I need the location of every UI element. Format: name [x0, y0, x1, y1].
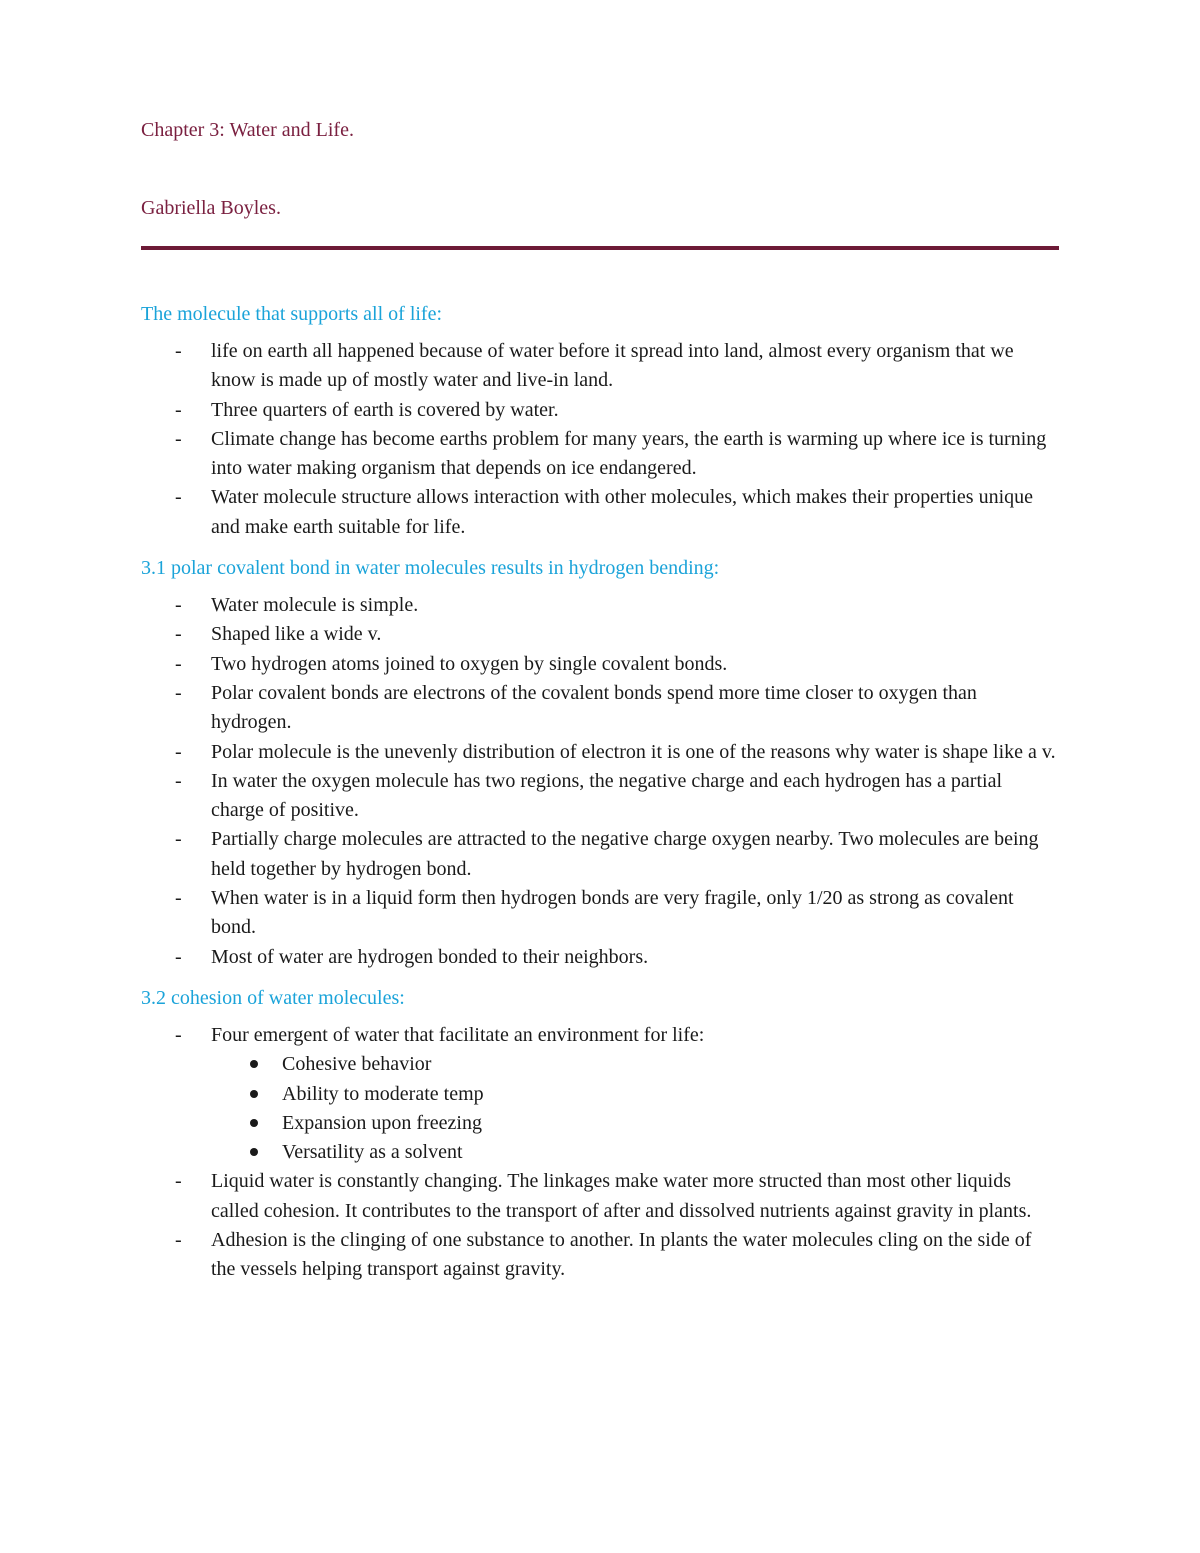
list-item-text: Four emergent of water that facilitate an environment for life: — [211, 1023, 705, 1046]
bullet-dot-icon — [250, 1148, 258, 1156]
list-item-text: Shaped like a wide v. — [211, 623, 382, 646]
list-item-text: Polar molecule is the unevenly distribution of electron it is one of the reasons why water is shape like a v. — [211, 740, 1056, 763]
sub-list-item — [211, 1080, 1059, 1109]
list-item-text: Polar covalent bonds are electrons of the covalent bonds spend more time closer to oxygen than hydrogen. — [211, 681, 977, 734]
list-item — [141, 650, 1059, 679]
dash-bullet: - — [175, 340, 182, 362]
list-item-text: Liquid water is constantly changing. The linkages make water more structed than most other liquids called cohesion. It contributes to the transport of after and dissolved nutrients against gravity in plants. — [211, 1170, 1032, 1222]
list-item — [141, 591, 1059, 620]
list-item-text: Most of water are hydrogen bonded to their neighbors. — [211, 945, 649, 968]
list-item-text: Climate change has become earths problem for many years, the earth is warming up where ice is turning into water making organism that depends on ice endangered. — [211, 427, 1047, 480]
list-item-text: Water molecule structure allows interaction with other molecules, which makes their properties unique and make earth suitable for life. — [211, 486, 1034, 538]
sub-list-item-text: Versatility as a solvent — [282, 1141, 463, 1164]
dash-bullet: - — [175, 945, 182, 968]
bullet-dot-icon — [250, 1090, 258, 1098]
dash-bullet: - — [175, 623, 182, 646]
list-item — [141, 1226, 1059, 1285]
sub-list-item — [211, 1109, 1059, 1138]
document-author: Gabriella Boyles. — [141, 197, 281, 219]
list-item — [141, 425, 1059, 484]
list-item-text: In water the oxygen molecule has two regions, the negative charge and each hydrogen has a partial charge of positive. — [211, 769, 1002, 822]
list-item — [141, 738, 1059, 767]
dash-bullet: - — [175, 398, 182, 421]
dash-bullet: - — [175, 652, 182, 675]
list-item-text: Water molecule is simple. — [211, 594, 419, 617]
dash-bullet: - — [175, 1170, 182, 1193]
list-item — [141, 679, 1059, 738]
dash-bullet: - — [175, 486, 182, 509]
list-item — [141, 1167, 1059, 1226]
section-heading: The molecule that supports all of life: — [141, 303, 443, 325]
dash-bullet: - — [175, 828, 182, 851]
list-item-text: life on earth all happened because of water before it spread into land, almost every organism that we know is made up of mostly water and live-in land. — [211, 340, 1014, 392]
list-item — [141, 396, 1059, 425]
dash-bullet: - — [175, 681, 182, 704]
list-item-text: Adhesion is the clinging of one substance to another. In plants the water molecules cling on the side of the vessels helping transport against gravity. — [211, 1229, 1032, 1281]
dash-bullet: - — [175, 1229, 182, 1252]
dash-bullet: - — [175, 1023, 182, 1046]
list-item-text: Two hydrogen atoms joined to oxygen by single covalent bonds. — [211, 652, 728, 675]
sub-list-item — [211, 1138, 1059, 1167]
document-title: Chapter 3: Water and Life. — [141, 119, 354, 141]
sub-list-item-text: Cohesive behavior — [282, 1053, 432, 1076]
list-item — [141, 884, 1059, 943]
list-item-text: Partially charge molecules are attracted to the negative charge oxygen nearby. Two molecules are being held together by hydrogen bond. — [211, 828, 1039, 880]
list-item — [141, 767, 1059, 826]
section-list — [141, 591, 1059, 972]
dash-bullet: - — [175, 594, 182, 617]
sub-list-item — [211, 1050, 1059, 1079]
list-item — [141, 337, 1059, 396]
bullet-dot-icon — [250, 1060, 258, 1068]
sub-list — [211, 1050, 1059, 1167]
list-item — [141, 825, 1059, 884]
document-page — [141, 112, 1059, 1285]
list-item-text: Three quarters of earth is covered by water. — [211, 398, 559, 421]
list-item — [141, 483, 1059, 542]
title-divider — [141, 246, 1059, 250]
section-heading: 3.1 polar covalent bond in water molecules results in hydrogen bending: — [141, 557, 720, 580]
list-item — [141, 620, 1059, 649]
section-list — [141, 1021, 1059, 1285]
dash-bullet: - — [175, 740, 182, 763]
list-item — [141, 1021, 1059, 1167]
bullet-dot-icon — [250, 1119, 258, 1127]
section-list — [141, 337, 1059, 542]
section-heading: 3.2 cohesion of water molecules: — [141, 986, 405, 1009]
dash-bullet: - — [175, 427, 182, 450]
sub-list-item-text: Expansion upon freezing — [282, 1111, 482, 1134]
sub-list-item-text: Ability to moderate temp — [282, 1082, 484, 1105]
dash-bullet: - — [175, 887, 182, 910]
list-item — [141, 943, 1059, 972]
dash-bullet: - — [175, 769, 182, 792]
list-item-text: When water is in a liquid form then hydrogen bonds are very fragile, only 1/20 as strong as covalent bond. — [211, 887, 1014, 939]
